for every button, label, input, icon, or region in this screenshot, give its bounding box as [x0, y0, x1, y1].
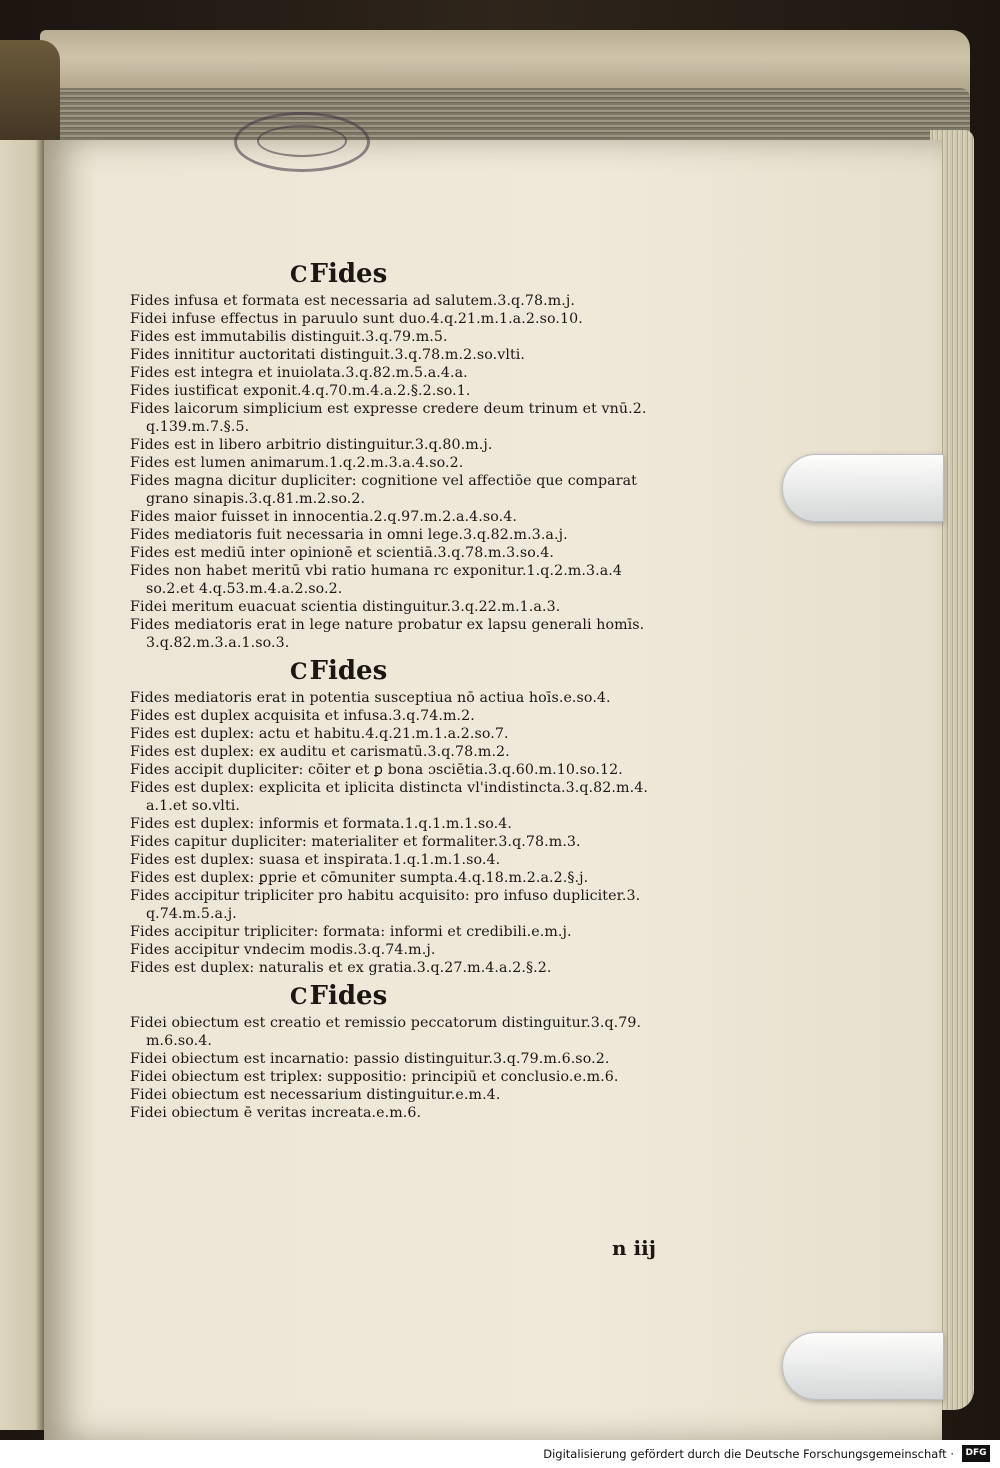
entry-continuation: so.2.et 4.q.53.m.4.a.2.so.2. — [146, 581, 343, 597]
index-entry: Fides innititur auctoritati distinguit.3.q.78.m.2.so.vlti. — [130, 347, 525, 363]
facing-page — [0, 140, 44, 1430]
entry-continuation: q.139.m.7.§.5. — [146, 419, 250, 435]
index-entry: Fides est in libero arbitrio distinguitur.3.q.80.m.j. — [130, 437, 493, 453]
index-entry: Fidei obiectum ē veritas increata.e.m.6. — [130, 1105, 422, 1121]
index-entry: Fides est integra et inuiolata.3.q.82.m.5.a.4.a. — [130, 365, 468, 381]
entry-continuation: m.6.so.4. — [146, 1033, 213, 1049]
paragraph-mark: C — [290, 984, 308, 1010]
index-entry: Fides infusa et formata est necessaria ad salutem.3.q.78.m.j. — [130, 293, 575, 309]
entry-continuation: a.1.et so.vlti. — [146, 798, 240, 814]
section-heading-text: Fides — [309, 259, 388, 289]
index-entry: Fides mediatoris fuit necessaria in omni lege.3.q.82.m.3.a.j. — [130, 527, 568, 543]
index-entry: Fides iustificat exponit.4.q.70.m.4.a.2.§.2.so.1. — [130, 383, 471, 399]
index-entry: Fides accipitur tripliciter pro habitu acquisito: pro infuso dupliciter.3. — [130, 888, 641, 904]
index-entry: Fides est duplex: naturalis et ex gratia.3.q.27.m.4.a.2.§.2. — [130, 960, 552, 976]
section-heading — [290, 981, 770, 1012]
page-text — [130, 255, 770, 1122]
index-entry: Fides maior fuisset in innocentia.2.q.97.m.2.a.4.so.4. — [130, 509, 517, 525]
index-entry: Fides accipitur vndecim modis.3.q.74.m.j. — [130, 942, 436, 958]
index-entry: Fides est immutabilis distinguit.3.q.79.m.5. — [130, 329, 448, 345]
index-entry: Fidei meritum euacuat scientia distinguitur.3.q.22.m.1.a.3. — [130, 599, 561, 615]
index-entry: Fides est duplex: ex auditu et carismatū.3.q.78.m.2. — [130, 744, 510, 760]
index-entry: Fides accipitur tripliciter: formata: informi et credibili.e.m.j. — [130, 924, 572, 940]
index-entry: Fides est duplex: ꝑprie et cōmuniter sumpta.4.q.18.m.2.a.2.§.j. — [130, 870, 589, 886]
footer-credit: Digitalisierung gefördert durch die Deutsche Forschungsgemeinschaft · — [543, 1447, 954, 1461]
digitization-footer — [0, 1440, 1000, 1468]
index-entry: Fides accipit dupliciter: cōiter et ꝑ bona ɔsciētia.3.q.60.m.10.so.12. — [130, 762, 623, 778]
index-entry: Fides est duplex: suasa et inspirata.1.q.1.m.1.so.4. — [130, 852, 501, 868]
entry-continuation: grano sinapis.3.q.81.m.2.so.2. — [146, 491, 366, 507]
index-entry: Fides est duplex: explicita et iplicita distincta vl'indistincta.3.q.82.m.4. — [130, 780, 648, 796]
index-entry: Fidei obiectum est necessarium distinguitur.e.m.4. — [130, 1087, 501, 1103]
index-entry: Fidei obiectum est creatio et remissio peccatorum distinguitur.3.q.79. — [130, 1015, 642, 1031]
index-entry: Fidei obiectum est triplex: suppositio: principiū et conclusio.e.m.6. — [130, 1069, 619, 1085]
section-heading-text: Fides — [309, 981, 388, 1011]
index-entry: Fidei obiectum est incarnatio: passio distinguitur.3.q.79.m.6.so.2. — [130, 1051, 610, 1067]
dfg-logo: DFG — [962, 1445, 990, 1462]
index-entry: Fides est duplex acquisita et infusa.3.q.74.m.2. — [130, 708, 475, 724]
section-heading — [290, 656, 770, 687]
paragraph-mark: C — [290, 262, 308, 288]
entry-continuation: q.74.m.5.a.j. — [146, 906, 237, 922]
index-entry: Fides non habet meritū vbi ratio humana rc exponitur.1.q.2.m.3.a.4 — [130, 563, 623, 579]
entry-continuation: 3.q.82.m.3.a.1.so.3. — [146, 635, 290, 651]
index-entry: Fides est duplex: actu et habitu.4.q.21.m.1.a.2.so.7. — [130, 726, 509, 742]
index-entry: Fides est mediū inter opinionē et scientiā.3.q.78.m.3.so.4. — [130, 545, 554, 561]
index-entry: Fides mediatoris erat in potentia susceptiua nō actiua hoīs.e.so.4. — [130, 690, 611, 706]
library-stamp-icon — [234, 112, 370, 172]
index-entry: Fides mediatoris erat in lege nature probatur ex lapsu generali homīs. — [130, 617, 645, 633]
paragraph-mark: C — [290, 659, 308, 685]
index-entry: Fides laicorum simplicium est expresse credere deum trinum et vnū.2. — [130, 401, 647, 417]
index-entry: Fides magna dicitur dupliciter: cognitione vel affectiōe que comparat — [130, 473, 637, 489]
index-entry: Fidei infuse effectus in paruulo sunt duo.4.q.21.m.1.a.2.so.10. — [130, 311, 583, 327]
page-clip-icon — [782, 454, 944, 522]
index-entry: Fides capitur dupliciter: materialiter et formaliter.3.q.78.m.3. — [130, 834, 581, 850]
foliation-mark: n iij — [612, 1236, 656, 1260]
section-heading — [290, 259, 770, 290]
section-heading-text: Fides — [309, 656, 388, 686]
index-entry: Fides est duplex: informis et formata.1.q.1.m.1.so.4. — [130, 816, 512, 832]
page-clip-icon — [782, 1332, 944, 1400]
index-entry: Fides est lumen animarum.1.q.2.m.3.a.4.so.2. — [130, 455, 464, 471]
